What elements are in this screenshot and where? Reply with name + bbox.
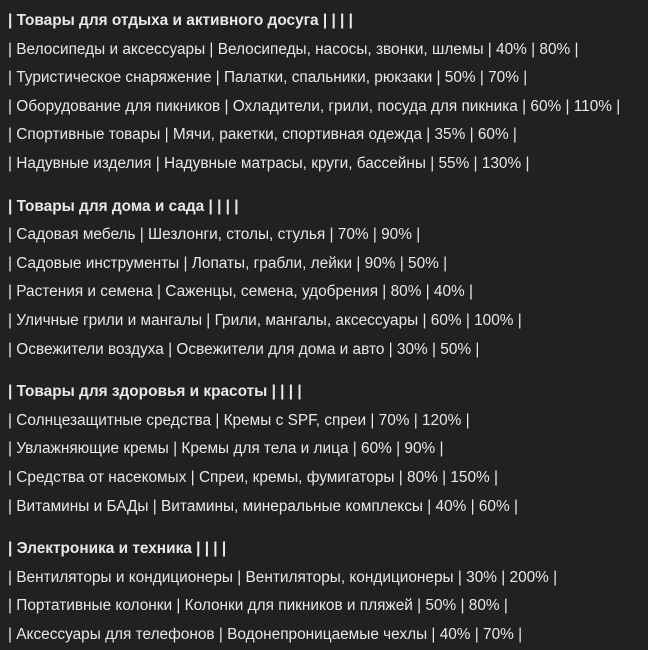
table-row: | Велосипеды и аксессуары | Велосипеды, насосы, звонки, шлемы | 40% | 80% | bbox=[8, 40, 579, 58]
table-row: | Вентиляторы и кондиционеры | Вентиляторы, кондиционеры | 30% | 200% | bbox=[8, 568, 558, 586]
table-row: | Растения и семена | Саженцы, семена, удобрения | 80% | 40% | bbox=[8, 283, 474, 301]
table-row: | Витамины и БАДы | Витамины, минеральные комплексы | 40% | 60% | bbox=[8, 497, 518, 515]
table-row: | Спортивные товары | Мячи, ракетки, спортивная одежда | 35% | 60% | bbox=[8, 126, 517, 144]
section-home-garden bbox=[8, 194, 644, 366]
table-row: | Аксессуары для телефонов | Водонепроницаемые чехлы | 40% | 70% | bbox=[8, 625, 523, 643]
table-row: | Садовая мебель | Шезлонги, столы, стулья | 70% | 90% | bbox=[8, 226, 421, 244]
table-row: | Портативные колонки | Колонки для пикников и пляжей | 50% | 80% | bbox=[8, 597, 508, 615]
section-heading: | Товары для отдыха и активного досуга | | | | bbox=[8, 12, 353, 29]
table-row: | Средства от насекомых | Спреи, кремы, фумигаторы | 80% | 150% | bbox=[8, 468, 498, 486]
table-row: | Надувные изделия | Надувные матрасы, круги, бассейны | 55% | 130% | bbox=[8, 154, 530, 172]
table-row: | Оборудование для пикников | Охладители, грили, посуда для пикника | 60% | 110% | bbox=[8, 97, 621, 115]
table-row: | Туристическое снаряжение | Палатки, спальники, рюкзаки | 50% | 70% | bbox=[8, 69, 528, 87]
section-heading: | Товары для здоровья и красоты | | | | bbox=[8, 383, 302, 401]
table-row: | Солнцезащитные средства | Кремы с SPF, спреи | 70% | 120% | bbox=[8, 411, 470, 429]
document-body bbox=[8, 8, 644, 650]
section-outdoor bbox=[8, 8, 644, 180]
table-row: | Увлажняющие кремы | Кремы для тела и лица | 60% | 90% | bbox=[8, 440, 444, 458]
table-row: | Уличные грили и мангалы | Грили, мангалы, аксессуары | 60% | 100% | bbox=[8, 311, 522, 329]
table-row: | Освежители воздуха | Освежители для дома и авто | 30% | 50% | bbox=[8, 340, 480, 358]
section-heading: | Товары для дома и сада | | | | bbox=[8, 197, 239, 215]
section-health-beauty bbox=[8, 379, 644, 522]
section-electronics bbox=[8, 536, 644, 650]
section-heading: | Электроника и техника | | | | bbox=[8, 540, 227, 558]
table-row: | Садовые инструменты | Лопаты, грабли, лейки | 90% | 50% | bbox=[8, 254, 448, 272]
